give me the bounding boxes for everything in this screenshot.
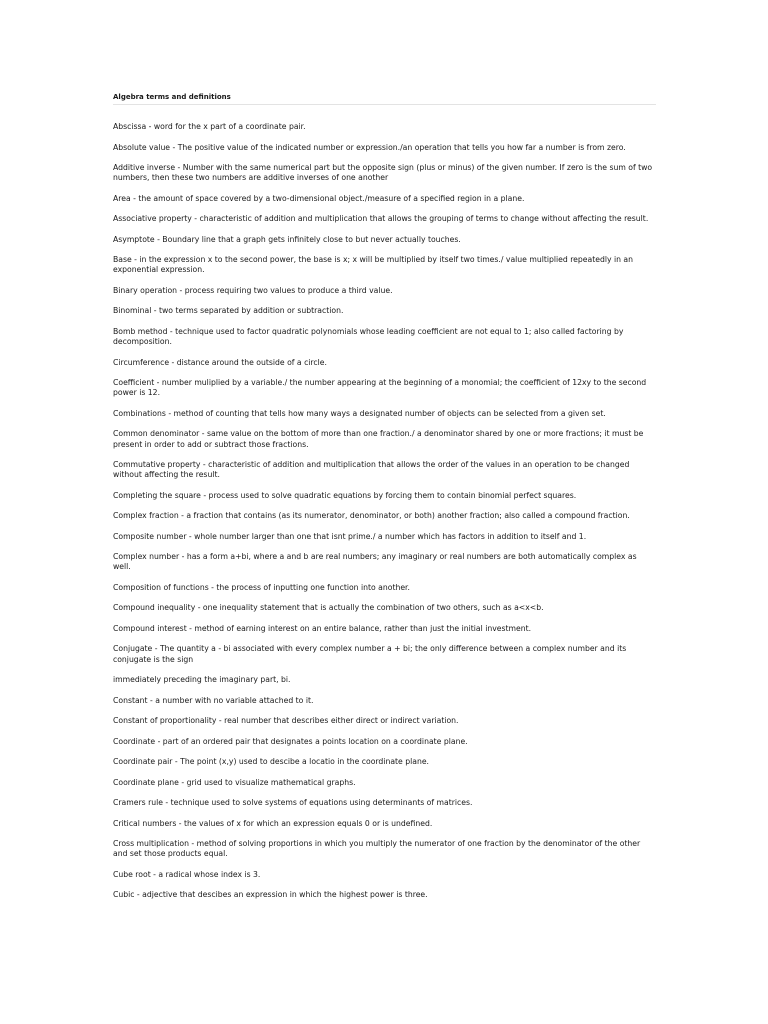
definition-entry: Compound inequality - one inequality statement that is actually the combination of two others, such as a<x<b. (113, 603, 544, 613)
definition-entry: Cubic - adjective that descibes an expression in which the highest power is three. (113, 890, 428, 900)
definition-entry: Conjugate - The quantity a - bi associated with every complex number a + bi; the only difference between a complex number and its conjugate is the sign (113, 644, 627, 664)
definition-entry: Binary operation - process requiring two values to produce a third value. (113, 285, 393, 295)
definition-entry: Cube root - a radical whose index is 3. (113, 869, 261, 879)
definition-entry: Critical numbers - the values of x for which an expression equals 0 or is undefined. (113, 818, 433, 828)
definition-entry: Complex fraction - a fraction that contains (as its numerator, denominator, or both) another fraction; also called a compound fraction. (113, 511, 630, 521)
definition-entry: Coordinate plane - grid used to visualize mathematical graphs. (113, 777, 356, 787)
definition-entry: Coefficient - number muliplied by a variable./ the number appearing at the beginning of a monomial; the coefficient of 12xy to the second power is 12. (113, 378, 647, 398)
definition-entry: Complex number - has a form a+bi, where a and b are real numbers; any imaginary or real numbers are both automatically complex as well. (113, 552, 637, 572)
definition-entry: Binominal - two terms separated by addition or subtraction. (113, 306, 344, 316)
definition-entry: Constant of proportionality - real number that describes either direct or indirect variation. (113, 716, 459, 726)
definition-entry: Composite number - whole number larger than one that isnt prime./ a number which has factors in addition to itself and 1. (113, 531, 587, 541)
definition-entry: Combinations - method of counting that tells how many ways a designated number of objects can be selected from a given set. (113, 408, 606, 418)
definition-entry: Cross multiplication - method of solving proportions in which you multiply the numerator of one fraction by the denominator of the other and set those products equal. (113, 839, 641, 859)
definition-entry: Commutative property - characteristic of addition and multiplication that allows the order of the values in an operation to be changed without affecting the result. (113, 460, 630, 480)
definition-entry: Cramers rule - technique used to solve systems of equations using determinants of matrices. (113, 798, 473, 808)
definition-entry: Circumference - distance around the outside of a circle. (113, 357, 327, 367)
definition-entry: Common denominator - same value on the bottom of more than one fraction./ a denominator shared by one or more fractions; it must be present in order to add or subtract those fractions. (113, 429, 644, 449)
definition-entry: Base - in the expression x to the second power, the base is x; x will be multiplied by itself two times./ value multiplied repeatedly in an exponential expression. (113, 255, 634, 275)
definition-entry: Completing the square - process used to solve quadratic equations by forcing them to contain binomial perfect squares. (113, 490, 577, 500)
definition-entry: Abscissa - word for the x part of a coordinate pair. (113, 122, 306, 131)
definition-entry: Additive inverse - Number with the same numerical part but the opposite sign (plus or minus) of the given number. If zero is the sum of two numbers, then these two numbers are additive inverses of one another (113, 163, 653, 183)
definition-list (113, 122, 656, 901)
definition-entry: Asymptote - Boundary line that a graph gets infinitely close to but never actually touches. (113, 234, 461, 244)
title-divider (113, 104, 656, 105)
definition-entry: Coordinate - part of an ordered pair that designates a points location on a coordinate plane. (113, 736, 468, 746)
document-title: Algebra terms and definitions (113, 93, 231, 101)
document-page (113, 93, 656, 911)
definition-entry: Constant - a number with no variable attached to it. (113, 695, 314, 705)
definition-entry: Composition of functions - the process of inputting one function into another. (113, 582, 410, 592)
definition-entry: Area - the amount of space covered by a two-dimensional object./measure of a specified region in a plane. (113, 193, 525, 203)
definition-entry: Absolute value - The positive value of the indicated number or expression./an operation that tells you how far a number is from zero. (113, 142, 626, 152)
definition-entry: Compound interest - method of earning interest on an entire balance, rather than just the initial investment. (113, 623, 532, 633)
definition-entry: Associative property - characteristic of addition and multiplication that allows the grouping of terms to change without affecting the result. (113, 214, 649, 224)
definition-entry: Bomb method - technique used to factor quadratic polynomials whose leading coefficient are not equal to 1; also called factoring by decomposition. (113, 326, 624, 347)
definition-entry: Coordinate pair - The point (x,y) used to descibe a locatio in the coordinate plane. (113, 757, 429, 767)
definition-entry: immediately preceding the imaginary part, bi. (113, 675, 291, 685)
